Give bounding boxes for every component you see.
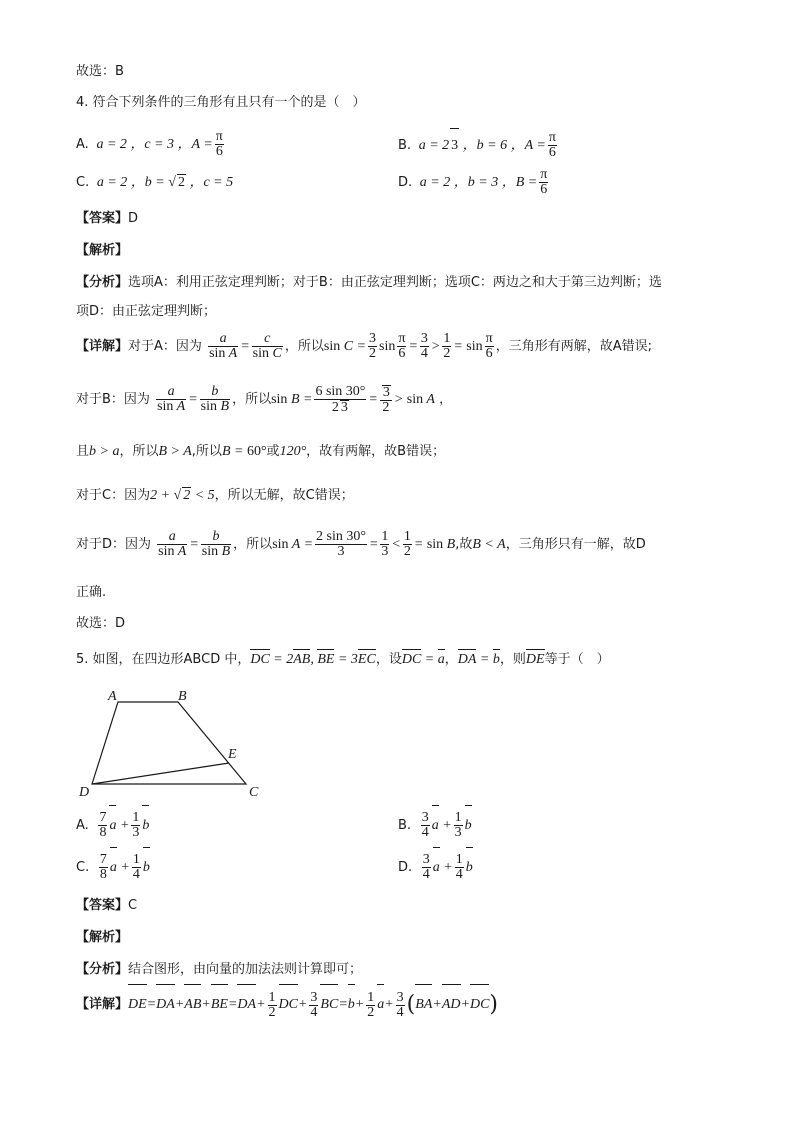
q5-fenxi <box>76 962 362 978</box>
q5-answer-tag: 【答案】 <box>76 898 129 913</box>
q4-detail-c-end: ，所以无解，故C错误； <box>214 488 354 503</box>
q4-answer-tag: 【答案】 <box>76 211 129 226</box>
q4-option-c-math: a = 2 ，b = √ 2 ，c = 5 <box>93 175 234 190</box>
q5-option-d-math: $\frac{3}{4}$ a + $\frac{1}{4}$ b <box>416 860 472 875</box>
q5-option-c-math: $\frac{7}{8}$ a + $\frac{1}{4}$ b <box>93 860 149 875</box>
q5-quadrilateral-figure <box>70 684 270 804</box>
q4-detail-d-end1: ,故 <box>455 537 473 552</box>
q4-detail-d <box>76 528 646 562</box>
q4-detail-b2-angle1: B = 60° <box>221 444 267 459</box>
q4-detail-b2-angle2: 120° <box>279 444 307 459</box>
q4-detail-b-mid: ，所以 <box>232 392 272 407</box>
prev-conclusion: 故选：B <box>76 64 124 79</box>
q4-option-b-label: B. <box>398 138 412 153</box>
q5-answer-value: C <box>128 898 138 913</box>
q5-option-d <box>398 850 473 886</box>
q4-detail-b2-mid2: ,所以 <box>191 444 222 459</box>
q4-fenxi-line2: 项D：由正弦定理判断； <box>76 304 217 319</box>
q4-detail-b2-mid1: ，所以 <box>119 444 159 459</box>
q4-detail-b2-cmp1: b > a <box>89 444 120 459</box>
q5-detail-tag: 【详解】 <box>76 997 129 1013</box>
q5-label-a: A <box>108 689 117 704</box>
q5-stem-pre: 5. 如图，在四边形ABCD 中， <box>76 652 251 667</box>
q5-fenxi-text: 结合图形，由向量的加法法则计算即可； <box>128 962 363 977</box>
q4-detail-d-cmp: B < A <box>472 537 506 552</box>
q4-detail-b2-end: ，故有两解，故B错误； <box>306 444 446 459</box>
q5-fenxi-tag: 【分析】 <box>76 962 129 977</box>
q5-option-c-label: C. <box>76 860 90 875</box>
q5-option-b-math: $\frac{3}{4}$ a + $\frac{1}{3}$ b <box>415 818 471 833</box>
q4-analysis-tag: 【解析】 <box>76 243 129 258</box>
q4-option-d <box>398 166 550 200</box>
q4-option-b-math: a = 2 3 ，b = 6 ，A = $\frac{\pi}{6}$ <box>415 138 559 153</box>
q5-label-e: E <box>228 747 237 762</box>
q4-detail-a-intro: 对于A：因为 <box>128 339 202 354</box>
q4-detail-a-mid: ，所以 <box>284 339 324 354</box>
q5-option-b <box>398 808 472 844</box>
q4-option-a <box>76 128 226 162</box>
q4-detail-b2-or: 或 <box>266 444 280 459</box>
q4-option-d-label: D. <box>398 175 413 190</box>
q4-answer-value: D <box>128 211 139 226</box>
q4-detail-a-eq2: sin C = $\frac{3}{2}$ sin $\frac{\pi}{6}$ = $\frac{3}{4}$ > $\frac{1}{2}$ = sin $\frac{\pi}{6}$ <box>323 331 493 362</box>
q4-detail-a-eq1: $\frac{a}{\text{sin A}}$ = $\frac{c}{\text{sin C}}$ <box>209 331 282 362</box>
q4-detail-b2-intro: 且 <box>76 444 90 459</box>
q5-option-a <box>76 808 149 844</box>
q5-option-a-math: $\frac{7}{8}$ a + $\frac{1}{3}$ b <box>93 818 149 833</box>
q5-detail <box>76 987 498 1023</box>
q4-detail-d-end2: ，三角形只有一解，故D <box>505 537 646 552</box>
q5-stem-mid2: ， <box>444 652 458 667</box>
q4-detail-a <box>76 330 652 364</box>
q4-detail-b: 对于B：因为 $\frac{a}{\text{sin A}}$ = $\frac{b}{\text{sin B}}$ ，所以sin B = $\frac{6 \sin 30^\circ}{2 3}$ = $\frac{3}{2}$ > sin A ， <box>76 383 453 415</box>
q4-detail-c-ineq: 2 + √ 2 < 5 <box>150 488 215 503</box>
q4-fenxi-line1 <box>76 275 662 291</box>
q5-option-c <box>76 850 150 886</box>
q4-option-a-math: a = 2 ，c = 3 ，A = $\frac{\pi}{6}$ <box>92 129 223 160</box>
q5-segment-de <box>92 763 229 784</box>
q4-detail-b-eq2: sin B = $\frac{6 \sin 30^\circ}{2 3}$ = $\frac{3}{2}$ > sin A <box>271 383 435 415</box>
q4-option-d-math: a = 2 ，b = 3 ，B = $\frac{\pi}{6}$ <box>416 167 548 198</box>
q4-detail-tag: 【详解】 <box>76 339 129 354</box>
q4-detail-b2-cmp2: B > A <box>158 444 192 459</box>
q4-detail-b-intro: 对于B：因为 <box>76 392 150 407</box>
q4-answer <box>76 211 138 227</box>
q4-fenxi-text1: 选项A：利用正弦定理判断；对于B：由正弦定理判断；选项C：两边之和大于第三边判断；选 <box>128 275 662 290</box>
q5-option-a-label: A. <box>76 818 89 833</box>
q5-stem-mid1: ，设 <box>375 652 402 667</box>
q5-option-b-label: B. <box>398 818 412 833</box>
q4-fenxi-tag: 【分析】 <box>76 275 129 290</box>
q5-label-d: D <box>79 785 90 800</box>
q4-option-c-label: C. <box>76 175 90 190</box>
q4-detail-c <box>76 487 354 504</box>
q5-analysis-tag: 【解析】 <box>76 930 129 945</box>
q5-stem-de: DE <box>525 652 545 667</box>
q4-option-a-label: A. <box>76 137 89 152</box>
q5-label-c: C <box>249 785 259 800</box>
q4-detail-d-eq2: sin A = $\frac{2 \sin 30^\circ}{3}$ = $\frac{1}{3}$ < $\frac{1}{2}$ = sin B <box>272 529 456 560</box>
q5-stem-end: 等于（ ） <box>544 652 610 667</box>
q4-detail-c-intro: 对于C：因为 <box>76 488 151 503</box>
q4-detail-b2 <box>76 444 445 460</box>
q4-option-c <box>76 174 233 191</box>
q5-option-d-label: D. <box>398 860 413 875</box>
q4-conclusion: 故选：D <box>76 616 126 631</box>
q4-detail-d-eq1: $\frac{a}{\text{sin A}}$ = $\frac{b}{\text{sin B}}$ <box>158 529 231 560</box>
q5-stem-eq3: DA = b <box>457 652 500 667</box>
q5-stem-eq2: DC = a <box>401 652 445 667</box>
q5-stem-mid3: ，则 <box>499 652 526 667</box>
q4-stem: 4. 符合下列条件的三角形有且只有一个的是（ ） <box>76 95 366 110</box>
q5-stem-eq1: DC = 2AB, BE = 3EC <box>250 652 376 667</box>
q4-detail-d-mid: ，所以 <box>233 537 273 552</box>
q5-stem <box>76 652 610 668</box>
q4-detail-a-end: ，三角形有两解，故A错误; <box>495 339 652 354</box>
q5-label-b: B <box>178 689 187 704</box>
q5-detail-math: DE=DA+AB+BE=DA+ $\frac{1}{2}$ DC+ $\frac{3}{4}$ BC=b+ $\frac{1}{2}$ a+ $\frac{3}{4}$ (BA+AD+DC) <box>128 997 498 1012</box>
q4-detail-d-intro: 对于D：因为 <box>76 537 152 552</box>
q4-detail-b-eq1: $\frac{a}{\text{sin A}}$ = $\frac{b}{\text{sin B}}$ <box>157 384 230 415</box>
q4-detail-d-line2: 正确. <box>76 585 107 600</box>
q4-option-b <box>398 128 559 163</box>
q5-answer <box>76 898 137 914</box>
